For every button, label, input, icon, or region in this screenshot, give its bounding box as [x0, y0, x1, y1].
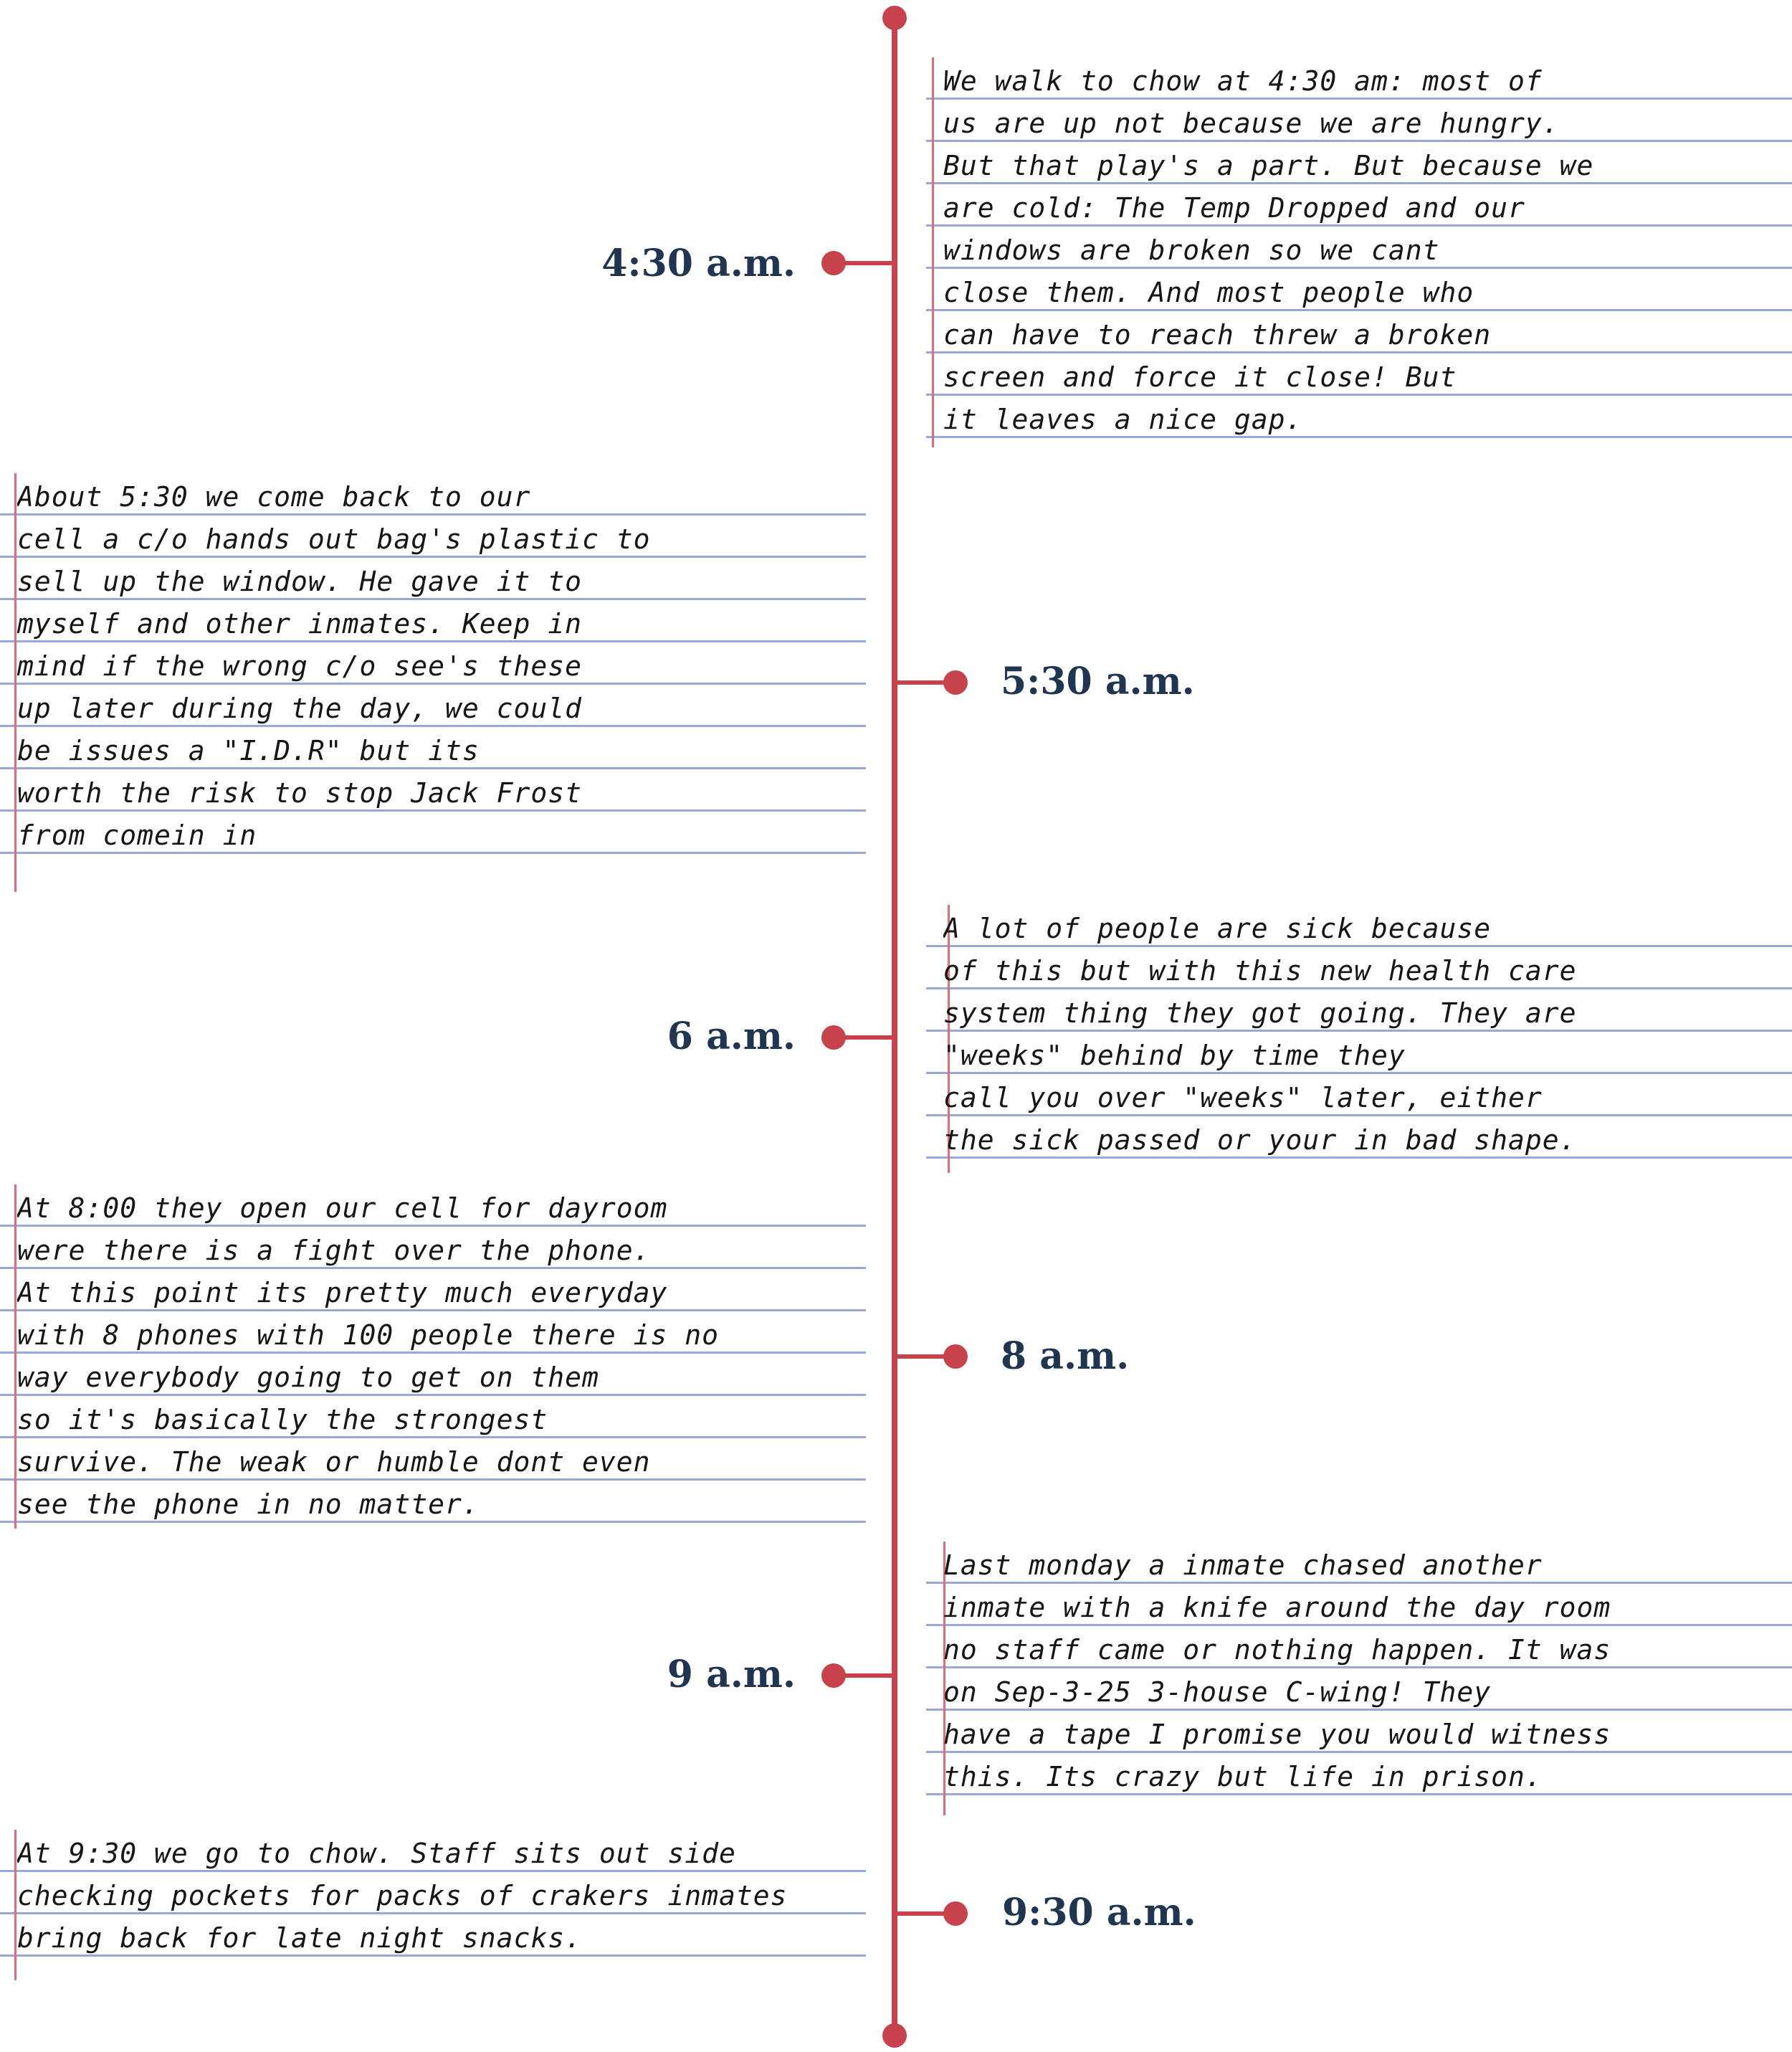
note-line: About 5:30 we come back to our	[17, 481, 531, 513]
timeline-end-dot	[882, 2023, 907, 2048]
note-line: Last monday a inmate chased another	[943, 1549, 1543, 1581]
note-line: A lot of people are sick because	[943, 913, 1492, 944]
note-line: us are up not because we are hungry.	[943, 108, 1560, 139]
handwritten-note	[926, 57, 1792, 447]
time-label: 8 a.m.	[1001, 1334, 1130, 1378]
note-line: bring back for late night snacks.	[17, 1922, 582, 1954]
note-line: close them. And most people who	[943, 277, 1474, 308]
timeline-marker	[895, 1901, 968, 1926]
note-line: screen and force it close! But	[943, 361, 1457, 393]
note-line: the sick passed or your in bad shape.	[943, 1124, 1577, 1156]
note-line: of this but with this new health care	[943, 955, 1577, 987]
note-line: from comein in	[17, 820, 257, 851]
timeline-marker	[895, 1344, 968, 1369]
timeline-marker	[821, 1663, 895, 1688]
time-label: 5:30 a.m.	[1001, 660, 1195, 703]
note-line: up later during the day, we could	[17, 693, 582, 724]
note-line: on Sep-3-25 3-house C-wing! They	[943, 1676, 1492, 1708]
timeline-marker	[821, 1025, 895, 1050]
note-line: myself and other inmates. Keep in	[17, 608, 582, 640]
note-line: so it's basically the strongest	[17, 1404, 548, 1435]
note-line: are cold: The Temp Dropped and our	[943, 192, 1525, 224]
note-line: can have to reach threw a broken	[943, 319, 1492, 351]
note-line: were there is a fight over the phone.	[17, 1235, 651, 1266]
handwritten-note	[926, 905, 1792, 1173]
note-line: be issues a "I.D.R" but its	[17, 735, 480, 766]
time-label: 9 a.m.	[667, 1653, 796, 1696]
note-line: call you over "weeks" later, either	[943, 1082, 1543, 1113]
note-line: way everybody going to get on them	[17, 1362, 599, 1393]
note-line: it leaves a nice gap.	[943, 404, 1303, 435]
note-line: this. Its crazy but life in prison.	[943, 1761, 1543, 1792]
time-label: 6 a.m.	[667, 1015, 796, 1058]
note-line: checking pockets for packs of crakers inmates	[17, 1880, 788, 1911]
note-line: survive. The weak or humble dont even	[17, 1446, 651, 1478]
note-line: We walk to chow at 4:30 am: most of	[943, 65, 1543, 97]
timeline-marker	[895, 670, 968, 695]
note-line: But that play's a part. But because we	[943, 150, 1594, 181]
handwritten-note	[0, 1184, 866, 1529]
note-line: see the phone in no matter.	[17, 1488, 480, 1520]
note-line: cell a c/o hands out bag's plastic to	[17, 523, 651, 555]
note-line: "weeks" behind by time they	[943, 1040, 1406, 1071]
note-line: sell up the window. He gave it to	[17, 566, 582, 597]
time-label: 4:30 a.m.	[601, 242, 796, 285]
note-line: have a tape I promise you would witness	[943, 1719, 1611, 1750]
note-line: At 9:30 we go to chow. Staff sits out side	[17, 1838, 736, 1869]
note-line: inmate with a knife around the day room	[943, 1592, 1611, 1623]
timeline-start-dot	[882, 6, 907, 30]
note-line: system thing they got going. They are	[943, 997, 1577, 1029]
note-line: mind if the wrong c/o see's these	[17, 650, 582, 682]
handwritten-note	[926, 1542, 1792, 1815]
note-line: with 8 phones with 100 people there is no	[17, 1319, 719, 1351]
handwritten-note	[0, 1830, 866, 1980]
handwritten-note	[0, 473, 866, 892]
note-line: At 8:00 they open our cell for dayroom	[17, 1192, 668, 1224]
note-line: windows are broken so we cant	[943, 234, 1440, 266]
note-line: At this point its pretty much everyday	[17, 1277, 668, 1308]
note-line: no staff came or nothing happen. It was	[943, 1634, 1611, 1666]
note-line: worth the risk to stop Jack Frost	[17, 777, 582, 809]
timeline-marker	[821, 251, 895, 275]
time-label: 9:30 a.m.	[1002, 1891, 1196, 1934]
